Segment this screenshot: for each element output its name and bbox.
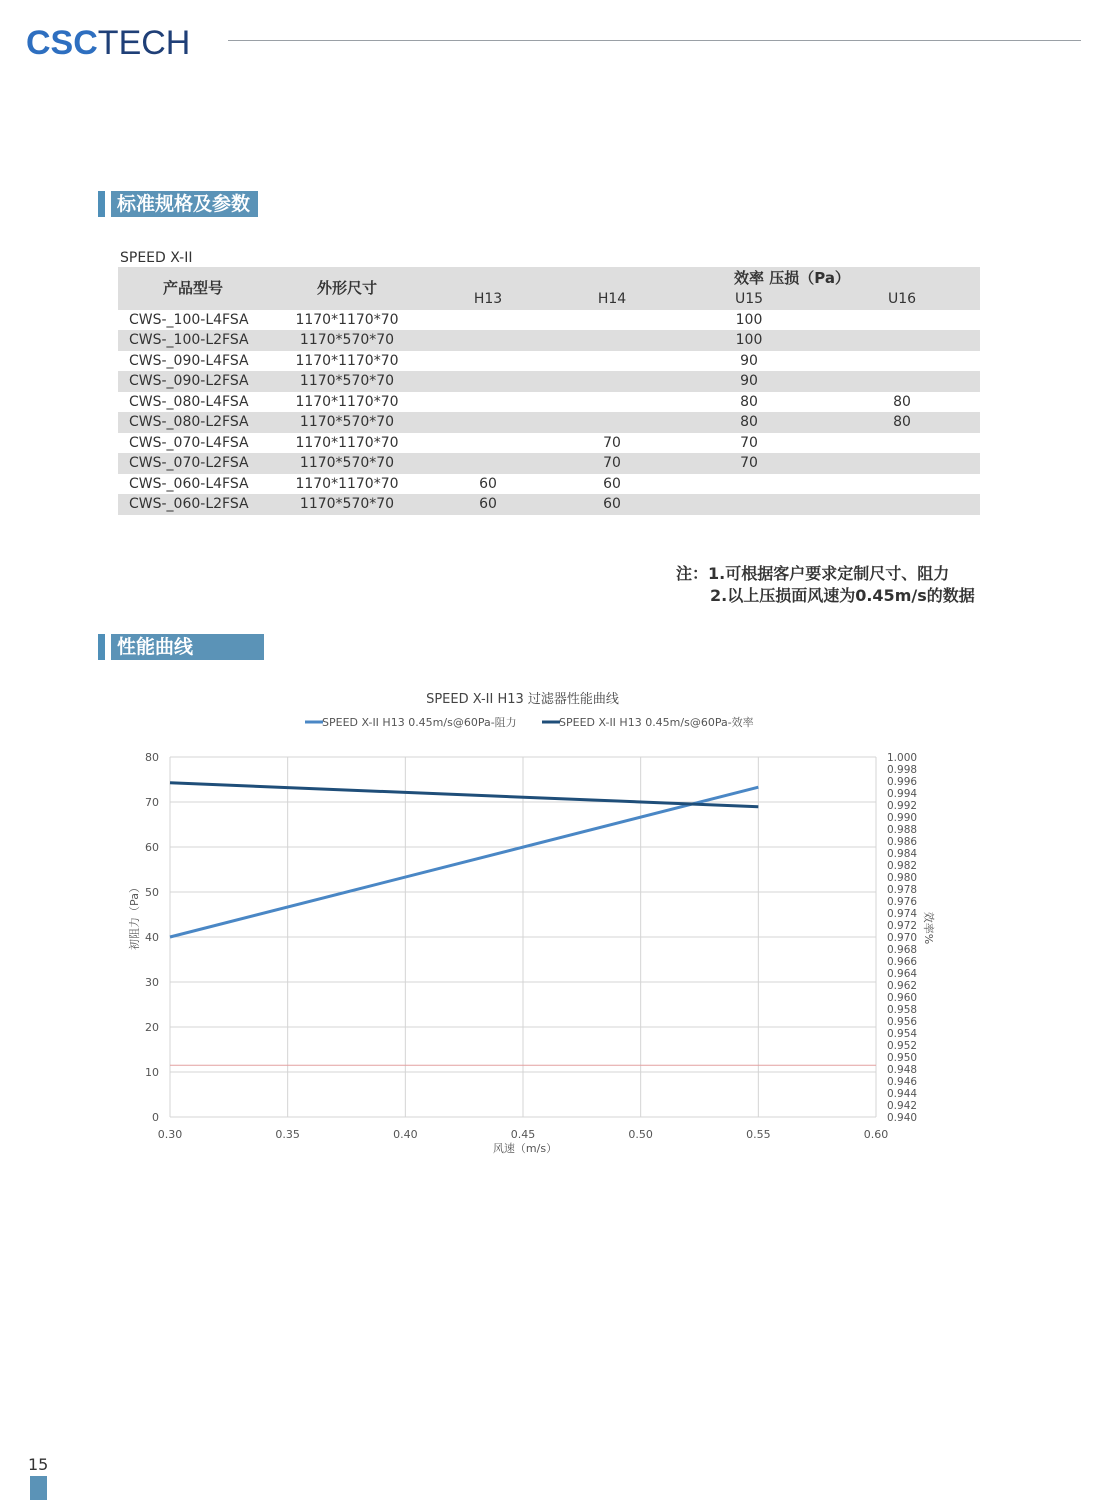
cell-h14 xyxy=(550,392,674,413)
cell-h14 xyxy=(550,310,674,331)
y-tick-label: 20 xyxy=(145,1021,159,1034)
logo-text-csc: CSC xyxy=(26,24,98,62)
cell-h13 xyxy=(426,412,550,433)
y-axis-ticks xyxy=(145,751,159,1124)
cell-model: CWS-_070-L4FSA xyxy=(129,434,249,451)
header-h14: H14 xyxy=(550,289,674,310)
y2-tick-label: 0.956 xyxy=(887,1016,918,1028)
cell-u15: 100 xyxy=(674,330,824,351)
y2-tick-label: 0.986 xyxy=(887,836,918,848)
x-axis-label: 风速（m/s） xyxy=(492,1142,558,1155)
cell-size: 1170*1170*70 xyxy=(295,434,399,451)
cell-model: CWS-_080-L2FSA xyxy=(118,412,268,433)
cell-u15: 90 xyxy=(740,352,758,369)
table-row xyxy=(118,433,980,454)
cell-h13 xyxy=(426,453,550,474)
y2-tick-label: 0.994 xyxy=(887,788,918,800)
chart-legend xyxy=(305,715,754,729)
cell-size: 1170*1170*70 xyxy=(295,393,399,410)
y-tick-label: 60 xyxy=(145,841,159,854)
table-row xyxy=(118,351,980,372)
y2-tick-label: 0.992 xyxy=(887,800,918,812)
y2-tick-label: 0.954 xyxy=(887,1028,918,1040)
section-accent-bar xyxy=(98,191,105,217)
cell-u15: 100 xyxy=(735,311,763,328)
cell-h13 xyxy=(426,310,550,331)
table-notes xyxy=(676,563,975,607)
cell-h14 xyxy=(550,351,674,372)
table-row xyxy=(118,453,980,474)
performance-chart xyxy=(0,705,1000,1165)
table-row xyxy=(118,371,980,392)
y2-tick-label: 1.000 xyxy=(887,752,918,764)
y-tick-label: 0 xyxy=(152,1111,159,1124)
section-title: 标准规格及参数 xyxy=(111,191,258,217)
cell-model: CWS-_060-L4FSA xyxy=(129,475,249,492)
y-tick-label: 50 xyxy=(145,886,159,899)
table-row xyxy=(118,494,980,515)
cell-h14: 60 xyxy=(603,475,621,492)
y2-tick-label: 0.998 xyxy=(887,764,918,776)
y-axis-label: 初阻力（Pa） xyxy=(128,882,141,950)
table-caption: SPEED X-II xyxy=(120,250,193,266)
cell-h13 xyxy=(426,371,550,392)
cell-size: 1170*1170*70 xyxy=(295,352,399,369)
header-size: 外形尺寸 xyxy=(268,267,426,310)
cell-model: CWS-_060-L2FSA xyxy=(118,494,268,515)
y2-tick-label: 0.962 xyxy=(887,980,918,992)
cell-size: 1170*570*70 xyxy=(268,494,426,515)
y-tick-label: 70 xyxy=(145,796,159,809)
table-row xyxy=(118,412,980,433)
cell-u16: 80 xyxy=(893,393,911,410)
chart-title: SPEED X-II H13 过滤器性能曲线 xyxy=(426,692,619,707)
cell-u16 xyxy=(824,494,980,515)
y-tick-label: 10 xyxy=(145,1066,159,1079)
cell-u16 xyxy=(824,453,980,474)
y2-tick-label: 0.974 xyxy=(887,908,918,920)
cell-h14: 60 xyxy=(550,494,674,515)
cell-size: 1170*1170*70 xyxy=(295,475,399,492)
cell-u16 xyxy=(824,351,980,372)
y-tick-label: 30 xyxy=(145,976,159,989)
y-tick-label: 80 xyxy=(145,751,159,764)
x-tick-label: 0.45 xyxy=(510,1128,536,1141)
series-line-efficiency xyxy=(170,783,758,807)
cell-size: 1170*570*70 xyxy=(268,412,426,433)
table-row xyxy=(118,474,980,495)
chart-series xyxy=(170,783,758,937)
y2-tick-label: 0.952 xyxy=(887,1040,918,1052)
cell-h13 xyxy=(426,392,550,413)
cell-u15: 80 xyxy=(740,393,758,410)
legend-label-efficiency: SPEED X-II H13 0.45m/s@60Pa-效率 xyxy=(559,716,754,729)
cell-size: 1170*570*70 xyxy=(268,371,426,392)
y2-tick-label: 0.980 xyxy=(887,872,918,884)
cell-u16 xyxy=(824,474,980,495)
y2-axis-ticks xyxy=(887,752,917,1124)
cell-model: CWS-_100-L4FSA xyxy=(129,311,249,328)
cell-model: CWS-_070-L2FSA xyxy=(118,453,268,474)
note-line-1: 注：1.可根据客户要求定制尺寸、阻力 xyxy=(676,564,950,583)
page-tab-marker xyxy=(30,1476,47,1500)
brand-logo xyxy=(26,24,190,60)
x-tick-label: 0.55 xyxy=(746,1128,771,1141)
x-axis-ticks xyxy=(158,1128,889,1141)
cell-h13 xyxy=(426,433,550,454)
cell-h14 xyxy=(550,371,674,392)
y2-tick-label: 0.990 xyxy=(887,812,918,824)
cell-model: CWS-_090-L2FSA xyxy=(118,371,268,392)
section-title: 性能曲线 xyxy=(111,634,264,660)
cell-size: 1170*570*70 xyxy=(268,453,426,474)
cell-u15: 70 xyxy=(674,453,824,474)
cell-h14: 70 xyxy=(603,434,621,451)
y2-tick-label: 0.972 xyxy=(887,920,918,932)
y2-axis-label: 效率% xyxy=(922,911,935,945)
y2-tick-label: 0.966 xyxy=(887,956,918,968)
cell-size: 1170*1170*70 xyxy=(295,311,399,328)
header-divider xyxy=(228,40,1081,41)
y2-tick-label: 0.946 xyxy=(887,1076,918,1088)
y-tick-label: 40 xyxy=(145,931,159,944)
y2-tick-label: 0.964 xyxy=(887,968,918,980)
y2-tick-label: 0.944 xyxy=(887,1088,918,1100)
header-spacer xyxy=(426,267,674,289)
cell-model: CWS-_090-L4FSA xyxy=(129,352,249,369)
y2-tick-label: 0.976 xyxy=(887,896,918,908)
y2-tick-label: 0.970 xyxy=(887,932,918,944)
header-u15: U15 xyxy=(674,289,824,310)
cell-u15: 90 xyxy=(674,371,824,392)
table-row xyxy=(118,392,980,413)
cell-h14: 70 xyxy=(550,453,674,474)
cell-u15: 70 xyxy=(740,434,758,451)
header-model: 产品型号 xyxy=(118,267,268,310)
cell-model: CWS-_080-L4FSA xyxy=(129,393,249,410)
section-heading-performance xyxy=(98,634,264,660)
x-tick-label: 0.30 xyxy=(157,1128,183,1141)
y2-tick-label: 0.988 xyxy=(887,824,918,836)
header-u16: U16 xyxy=(824,289,980,310)
cell-u15 xyxy=(674,494,824,515)
header-h13: H13 xyxy=(426,289,550,310)
cell-size: 1170*570*70 xyxy=(268,330,426,351)
spec-table xyxy=(118,267,980,515)
logo-text-tech: TECH xyxy=(97,24,191,62)
y2-tick-label: 0.960 xyxy=(887,992,918,1004)
x-tick-label: 0.60 xyxy=(863,1128,889,1141)
y2-tick-label: 0.982 xyxy=(887,860,918,872)
y2-tick-label: 0.996 xyxy=(887,776,918,788)
section-heading-specs xyxy=(98,191,258,217)
header-efficiency-group: 效率 压损（Pa） xyxy=(674,267,980,289)
cell-h14 xyxy=(550,412,674,433)
page-number: 15 xyxy=(28,1455,49,1474)
x-tick-label: 0.50 xyxy=(628,1128,653,1141)
chart-grid xyxy=(170,757,876,1117)
cell-h14 xyxy=(550,330,674,351)
cell-h13: 60 xyxy=(479,475,497,492)
y2-tick-label: 0.940 xyxy=(887,1112,918,1124)
cell-u15 xyxy=(674,474,824,495)
y2-tick-label: 0.984 xyxy=(887,848,918,860)
cell-u16 xyxy=(824,310,980,331)
y2-tick-label: 0.968 xyxy=(887,944,918,956)
cell-u16 xyxy=(824,371,980,392)
y2-tick-label: 0.958 xyxy=(887,1004,918,1016)
note-line-2: 2.以上压损面风速为0.45m/s的数据 xyxy=(710,586,975,605)
y2-tick-label: 0.950 xyxy=(887,1052,918,1064)
table-row xyxy=(118,310,980,331)
section-accent-bar xyxy=(98,634,105,660)
y2-tick-label: 0.948 xyxy=(887,1064,918,1076)
series-line-resistance xyxy=(170,787,758,937)
cell-h13: 60 xyxy=(426,494,550,515)
cell-h13 xyxy=(426,330,550,351)
y2-tick-label: 0.978 xyxy=(887,884,918,896)
cell-u16 xyxy=(824,330,980,351)
cell-u16 xyxy=(824,433,980,454)
x-tick-label: 0.40 xyxy=(393,1128,418,1141)
cell-h13 xyxy=(426,351,550,372)
cell-u15: 80 xyxy=(674,412,824,433)
legend-label-resistance: SPEED X-II H13 0.45m/s@60Pa-阻力 xyxy=(322,716,517,729)
y2-tick-label: 0.942 xyxy=(887,1100,918,1112)
cell-u16: 80 xyxy=(824,412,980,433)
table-row xyxy=(118,330,980,351)
x-tick-label: 0.35 xyxy=(275,1128,300,1141)
cell-model: CWS-_100-L2FSA xyxy=(118,330,268,351)
